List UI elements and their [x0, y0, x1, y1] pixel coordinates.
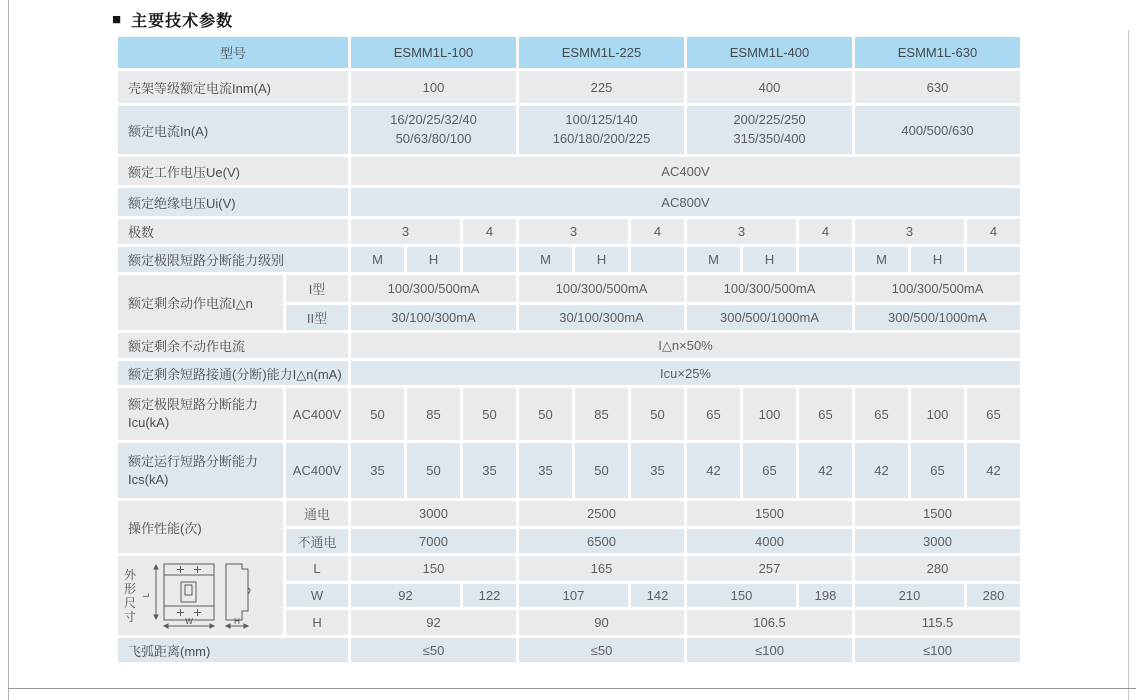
- value-cell: H: [911, 247, 964, 272]
- value-line: 315/350/400: [733, 131, 806, 146]
- param-label-line: Icu(kA): [128, 415, 170, 430]
- value-cell: 115.5: [855, 610, 1020, 635]
- value-line: 200/225/250: [733, 112, 806, 128]
- value-cell: 65: [855, 388, 908, 440]
- value-cell-span: AC400V: [351, 157, 1020, 185]
- value-cell: 165: [519, 556, 684, 581]
- value-cell-span: AC800V: [351, 188, 1020, 216]
- sub-label: W: [286, 584, 348, 607]
- value-cell: M: [855, 247, 908, 272]
- value-cell: 122: [463, 584, 516, 607]
- value-line: 16/20/25/32/40: [390, 112, 477, 128]
- row-frame-current: [118, 71, 1020, 103]
- value-cell: 65: [911, 443, 964, 498]
- row-insulation-voltage: [118, 188, 1020, 216]
- row-poles: [118, 219, 1020, 244]
- value-cell: 3: [687, 219, 796, 244]
- value-cell: 65: [967, 388, 1020, 440]
- value-cell: [351, 106, 516, 154]
- value-cell: 65: [687, 388, 740, 440]
- value-cell: 4: [631, 219, 684, 244]
- param-label: [118, 443, 283, 498]
- value-cell: 92: [351, 610, 516, 635]
- value-cell: 35: [519, 443, 572, 498]
- value-cell: 100: [911, 388, 964, 440]
- row-making-breaking: [118, 361, 1020, 385]
- param-label: 额定剩余短路接通(分断)能力I△n(mA): [118, 361, 348, 385]
- value-cell: 50: [351, 388, 404, 440]
- value-cell: M: [351, 247, 404, 272]
- value-cell: 50: [519, 388, 572, 440]
- header-model-225: ESMM1L-225: [519, 37, 684, 68]
- row-working-voltage: [118, 157, 1020, 185]
- sub-label: AC400V: [286, 443, 348, 498]
- value-cell: 280: [967, 584, 1020, 607]
- value-cell: 30/100/300mA: [519, 305, 684, 330]
- value-cell: H: [575, 247, 628, 272]
- header-row: [118, 37, 1020, 68]
- param-label: 额定剩余动作电流I△n: [118, 275, 283, 330]
- param-label: 额定电流In(A): [118, 106, 348, 154]
- param-label-line: 额定运行短路分断能力: [128, 453, 259, 469]
- diagram-label-l: L: [142, 592, 152, 597]
- value-cell-span: I△n×50%: [351, 333, 1020, 358]
- row-operations-on: [118, 501, 1020, 526]
- param-label: 壳架等级额定电流Inm(A): [118, 71, 348, 103]
- value-cell: 4: [463, 219, 516, 244]
- param-label: [118, 388, 283, 440]
- value-cell: 50: [407, 443, 460, 498]
- value-cell: ≤100: [855, 638, 1020, 662]
- value-cell: ≤100: [687, 638, 852, 662]
- row-residual-type1: [118, 275, 1020, 302]
- value-cell: 3000: [855, 529, 1020, 553]
- value-cell: 100: [743, 388, 796, 440]
- value-cell: 42: [799, 443, 852, 498]
- value-cell-empty: [631, 247, 684, 272]
- param-label: 额定绝缘电压Ui(V): [118, 188, 348, 216]
- page-border-left: [8, 0, 9, 700]
- value-cell: 2500: [519, 501, 684, 526]
- sub-label: I型: [286, 275, 348, 302]
- value-cell: 4: [967, 219, 1020, 244]
- value-cell: 150: [687, 584, 796, 607]
- param-label: 额定剩余不动作电流: [118, 333, 348, 358]
- value-cell: 630: [855, 71, 1020, 103]
- value-cell: ≤50: [519, 638, 684, 662]
- sub-label: L: [286, 556, 348, 581]
- sub-label: H: [286, 610, 348, 635]
- value-cell: 257: [687, 556, 852, 581]
- value-cell: 400: [687, 71, 852, 103]
- value-cell: 65: [799, 388, 852, 440]
- value-cell-empty: [967, 247, 1020, 272]
- param-label: 操作性能(次): [118, 501, 283, 553]
- param-label: 额定极限短路分断能力级别: [118, 247, 348, 272]
- value-cell: M: [687, 247, 740, 272]
- value-cell: 300/500/1000mA: [855, 305, 1020, 330]
- breaker-outline-diagram: [140, 560, 262, 632]
- header-model-400: ESMM1L-400: [687, 37, 852, 68]
- value-cell: 225: [519, 71, 684, 103]
- value-line: 100/125/140: [565, 112, 638, 128]
- value-cell: 35: [351, 443, 404, 498]
- square-bullet-icon: ■: [112, 11, 123, 28]
- value-cell: 142: [631, 584, 684, 607]
- value-cell: 3000: [351, 501, 516, 526]
- row-dim-l: [118, 556, 1020, 581]
- value-cell: 30/100/300mA: [351, 305, 516, 330]
- dimension-vertical-label: 外 形 尺 寸: [124, 567, 137, 624]
- value-line: 50/63/80/100: [395, 131, 472, 146]
- row-ics: [118, 443, 1020, 498]
- value-cell: 4000: [687, 529, 852, 553]
- value-cell: H: [743, 247, 796, 272]
- value-cell: 65: [743, 443, 796, 498]
- sub-label: 不通电: [286, 529, 348, 553]
- value-cell: 280: [855, 556, 1020, 581]
- value-cell: 107: [519, 584, 628, 607]
- value-cell: 42: [687, 443, 740, 498]
- value-cell: 92: [351, 584, 460, 607]
- header-model-630: ESMM1L-630: [855, 37, 1020, 68]
- value-cell: 1500: [687, 501, 852, 526]
- sub-label: II型: [286, 305, 348, 330]
- value-cell: 35: [463, 443, 516, 498]
- value-cell: 100/300/500mA: [855, 275, 1020, 302]
- value-cell: 210: [855, 584, 964, 607]
- sub-label: 通电: [286, 501, 348, 526]
- param-label-line: 额定极限短路分断能力: [128, 397, 259, 413]
- value-cell: 198: [799, 584, 852, 607]
- section-title: [112, 8, 233, 31]
- value-cell: 85: [407, 388, 460, 440]
- value-cell: 7000: [351, 529, 516, 553]
- value-cell: 90: [519, 610, 684, 635]
- param-label-line: Ics(kA): [128, 471, 169, 487]
- row-breaking-grade: [118, 247, 1020, 272]
- value-cell: 100/300/500mA: [519, 275, 684, 302]
- section-title-text: 主要技术参数: [131, 13, 234, 30]
- value-cell: [687, 106, 852, 154]
- value-cell: 100/300/500mA: [687, 275, 852, 302]
- value-cell: 300/500/1000mA: [687, 305, 852, 330]
- value-cell: 35: [631, 443, 684, 498]
- value-cell: 400/500/630: [855, 106, 1020, 154]
- diagram-label-h: H: [234, 616, 240, 626]
- value-cell-empty: [463, 247, 516, 272]
- value-cell: 42: [855, 443, 908, 498]
- page-border-bottom: [8, 688, 1136, 689]
- value-cell: 42: [967, 443, 1020, 498]
- value-cell: 106.5: [687, 610, 852, 635]
- sub-label: AC400V: [286, 388, 348, 440]
- row-non-operating-current: [118, 333, 1020, 358]
- value-cell: ≤50: [351, 638, 516, 662]
- value-cell: 100: [351, 71, 516, 103]
- value-cell: 1500: [855, 501, 1020, 526]
- header-model-100: ESMM1L-100: [351, 37, 516, 68]
- row-icu: [118, 388, 1020, 440]
- value-cell: [519, 106, 684, 154]
- row-rated-current: [118, 106, 1020, 154]
- value-cell: 3: [351, 219, 460, 244]
- page-border-right: [1128, 30, 1129, 700]
- value-cell: 50: [575, 443, 628, 498]
- value-cell: 85: [575, 388, 628, 440]
- dimension-diagram-cell: [118, 556, 283, 635]
- header-model-label: 型号: [118, 37, 348, 68]
- diagram-label-w: W: [185, 616, 193, 626]
- value-cell: 100/300/500mA: [351, 275, 516, 302]
- value-cell-span: Icu×25%: [351, 361, 1020, 385]
- spec-table: [115, 34, 1023, 665]
- value-line: 160/180/200/225: [552, 131, 651, 146]
- value-cell-empty: [799, 247, 852, 272]
- value-cell: 4: [799, 219, 852, 244]
- value-cell: 3: [519, 219, 628, 244]
- param-label: 飞弧距离(mm): [118, 638, 348, 662]
- value-cell: M: [519, 247, 572, 272]
- value-cell: 50: [463, 388, 516, 440]
- row-arc-distance: [118, 638, 1020, 662]
- value-cell: 150: [351, 556, 516, 581]
- param-label: 极数: [118, 219, 348, 244]
- value-cell: H: [407, 247, 460, 272]
- value-cell: 3: [855, 219, 964, 244]
- value-cell: 50: [631, 388, 684, 440]
- value-cell: 6500: [519, 529, 684, 553]
- param-label: 额定工作电压Ue(V): [118, 157, 348, 185]
